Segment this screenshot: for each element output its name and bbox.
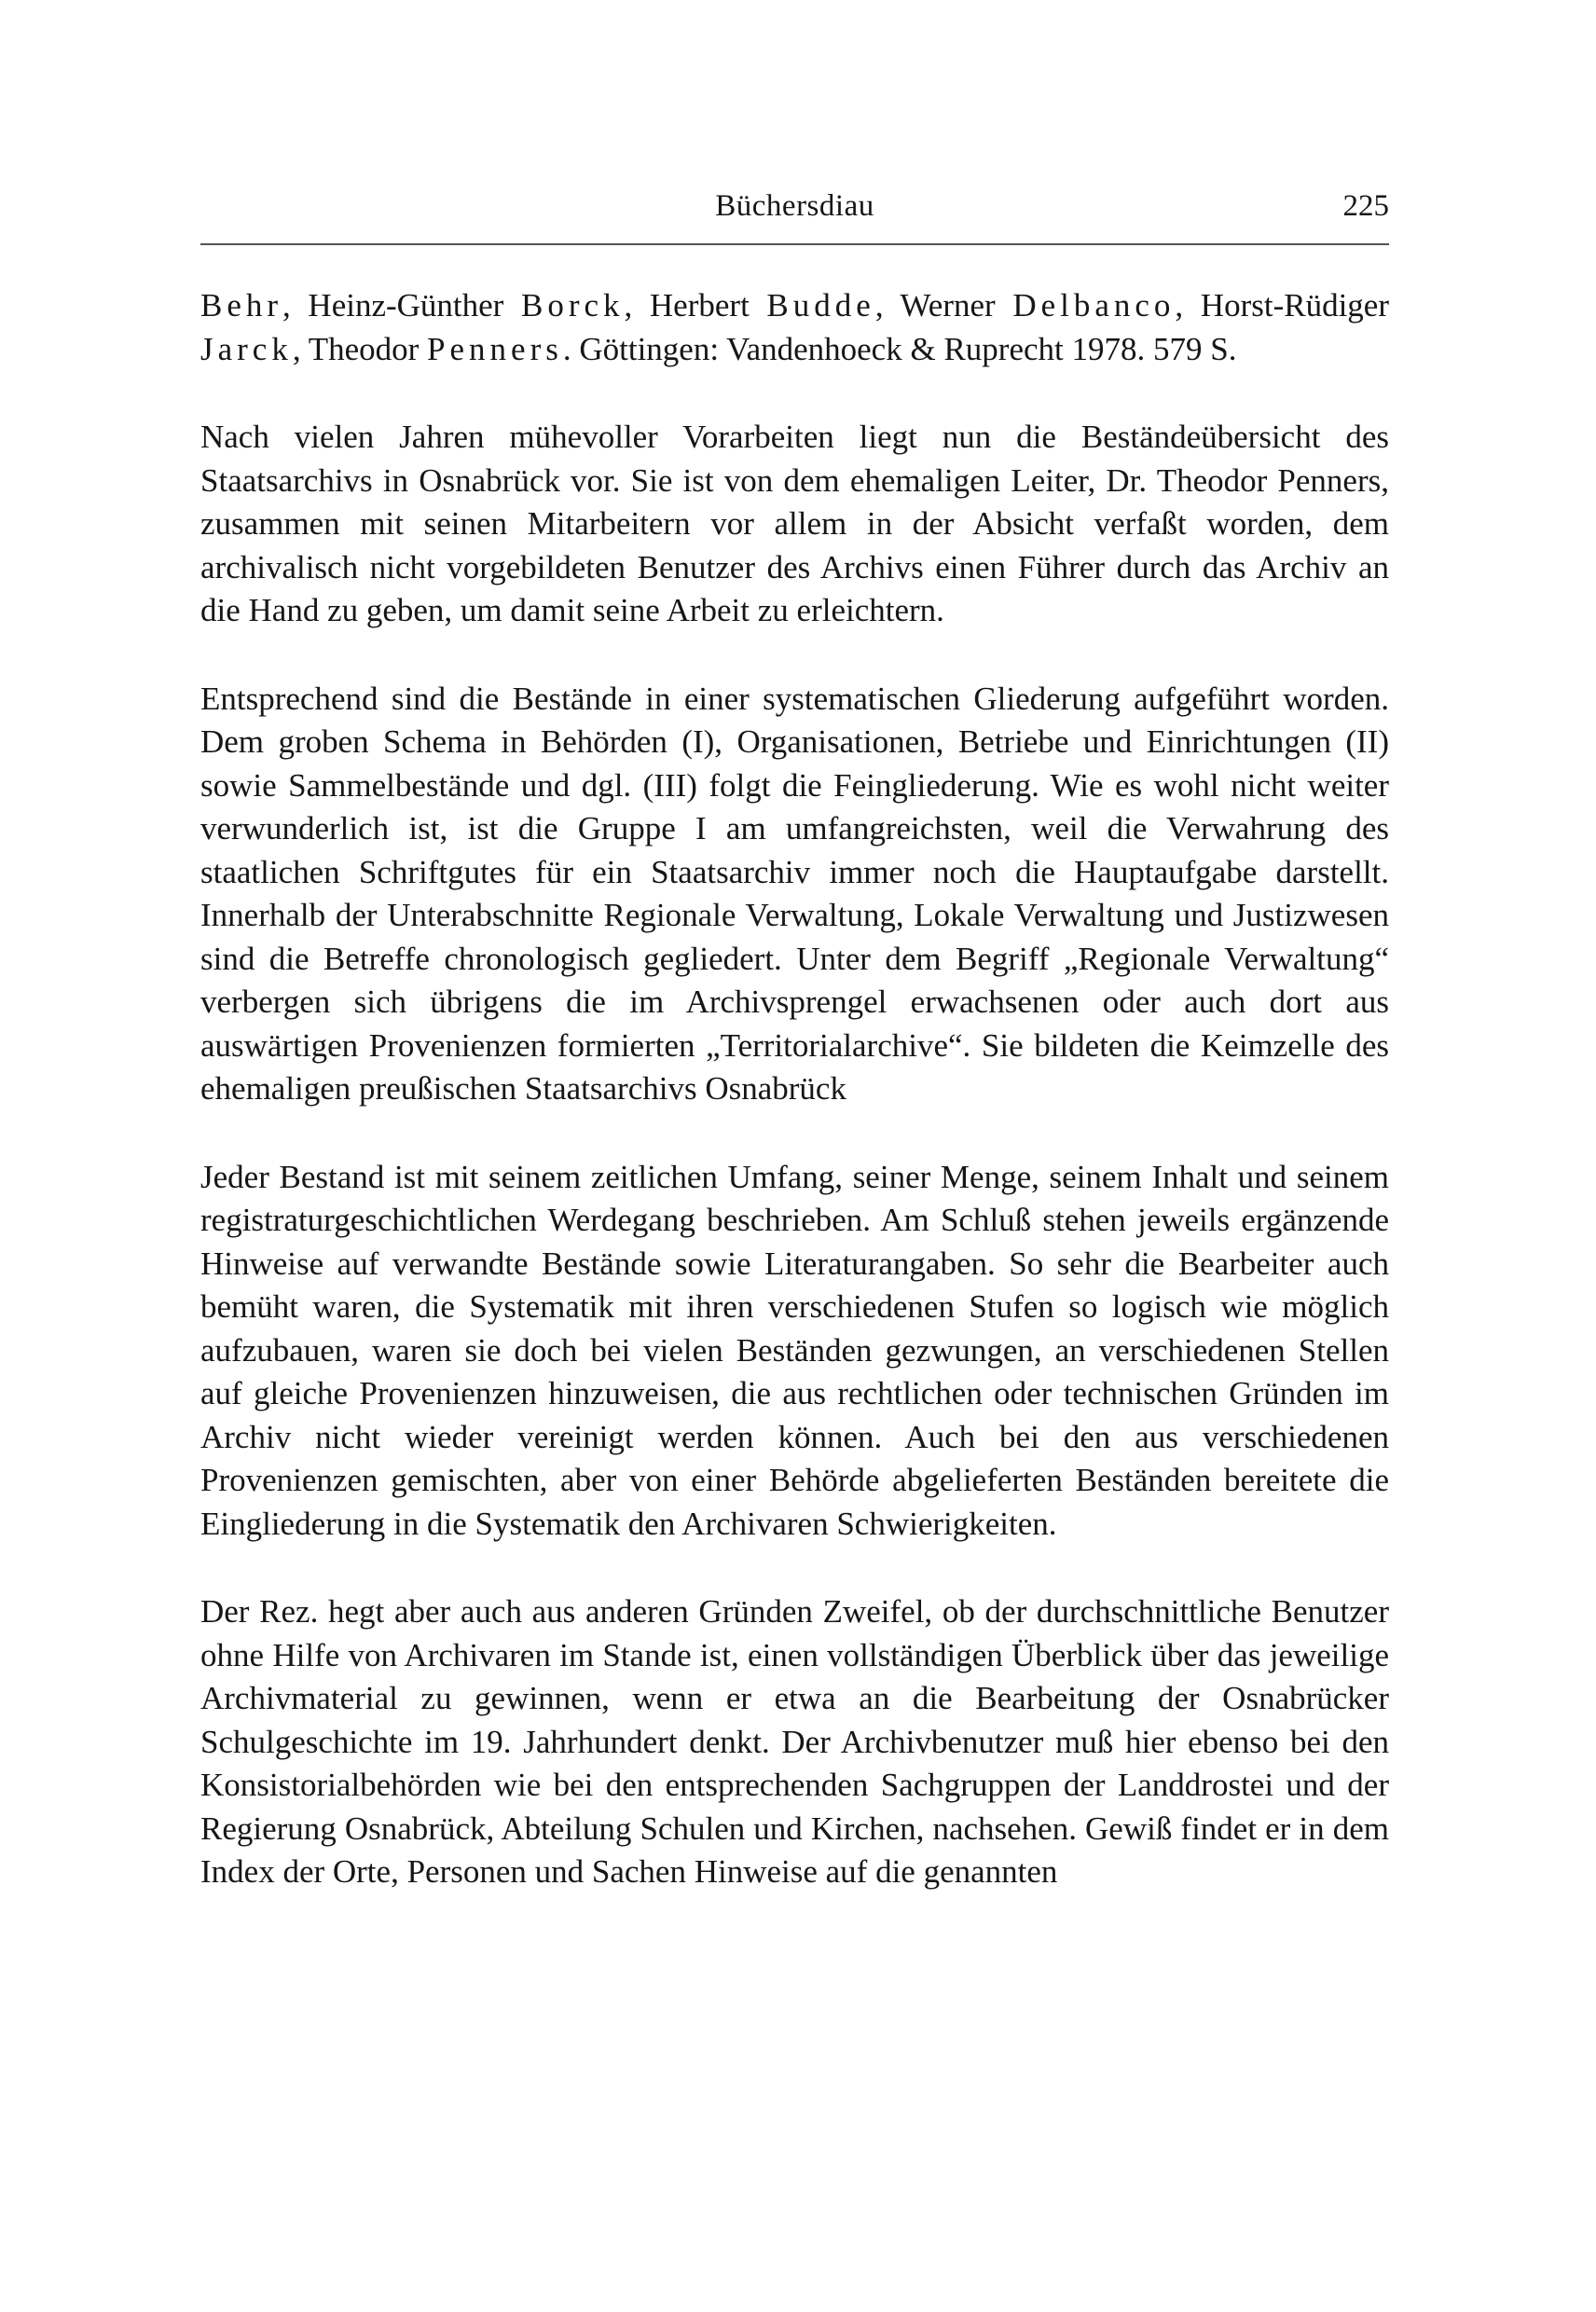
page-number: 225 (1342, 189, 1389, 223)
body-text (200, 284, 1389, 1894)
citation-text: , Herbert (624, 287, 767, 323)
citation-text: . Göttingen: Vandenhoeck & Ruprecht 1978. 579 S. (562, 330, 1237, 367)
author-name: Borck (520, 287, 625, 323)
body-paragraph: Jeder Bestand ist mit seinem zeitlichen Umfang, seiner Menge, seinem Inhalt und seinem registraturgeschichtlichen Werdegang beschrieben. Am Schluß stehen jeweils ergänzende Hinweise auf verwandte Bestände sowie Literaturangaben. So sehr die Bearbeiter auch bemüht waren, die Systematik mit ihren verschiedenen Stufen so logisch wie möglich aufzubauen, waren sie doch bei vielen Beständen gezwungen, an verschiedenen Stellen auf gleiche Provenienzen hinzuweisen, die aus rechtlichen oder technischen Gründen im Archiv nicht wieder vereinigt werden können. Auch bei den aus verschiedenen Provenienzen gemischten, aber von einer Behörde abgelieferten Beständen bereitete die Eingliederung in die Systematik den Archivaren Schwierigkeiten. (200, 1158, 1389, 1542)
running-head-title: Büchersdiau (715, 189, 874, 223)
author-name: Budde (766, 287, 875, 323)
citation-text: , Werner (874, 287, 1013, 323)
body-paragraph: Entsprechend sind die Bestände in einer systematischen Gliederung aufgeführt worden. Dem groben Schema in Behörden (I), Organisationen, Betriebe und Einrichtungen (II) sowie Sammelbestände und dgl. (III) folgt die Feingliederung. Wie es wohl nicht weiter verwunderlich ist, ist die Gruppe I am umfangreichsten, weil die Verwahrung des staatlichen Schriftgutes für ein Staatsarchiv immer noch die Hauptaufgabe darstellt. Innerhalb der Unterabschnitte Regionale Verwaltung, Lokale Verwaltung und Justizwesen sind die Betreffe chronologisch gegliedert. Unter dem Begriff „Regionale Verwaltung“ verbergen sich übrigens die im Archivsprengel erwachsenen oder auch dort aus auswärtigen Provenienzen formierten „Territorialarchive“. Sie bildeten die Keimzelle des ehemaligen preußischen Staatsarchivs Osnabrück (200, 680, 1389, 1107)
header-rule (200, 243, 1389, 245)
citation-text: , Heinz-Günther (282, 287, 521, 323)
body-paragraph: Der Rez. hegt aber auch aus anderen Gründen Zweifel, ob der durchschnittliche Benutzer ohne Hilfe von Archivaren im Stande ist, einen vollständigen Überblick über das jeweilige Archivmaterial zu gewinnen, wenn er etwa an die Bearbeitung der Osnabrücker Schulgeschichte im 19. Jahrhundert denkt. Der Archivbenutzer muß hier ebenso bei den Konsistorialbehörden wie bei den entsprechenden Sachgruppen der Landdrostei und der Regierung Osnabrück, Abteilung Schulen und Kirchen, nachsehen. Gewiß findet er in dem Index der Orte, Personen und Sachen Hinweise auf die genannten (200, 1593, 1389, 1890)
author-name: Behr (200, 287, 283, 323)
body-paragraph: Nach vielen Jahren mühevoller Vorarbeiten liegt nun die Beständeübersicht des Staatsarchivs in Osnabrück vor. Sie ist von dem ehemaligen Leiter, Dr. Theodor Penners, zusammen mit seinen Mitarbeitern vor allem in der Absicht verfaßt worden, dem archivalisch nicht vorgebildeten Benutzer des Archivs einen Führer durch das Archiv an die Hand zu geben, um damit seine Arbeit zu erleichtern. (200, 419, 1389, 628)
citation-text: , Horst-Rüdiger (1175, 287, 1389, 323)
citation-paragraph (200, 284, 1389, 371)
running-head (200, 182, 1389, 230)
author-name: Jarck (200, 330, 293, 367)
author-name: Delbanco (1012, 287, 1176, 323)
citation-text: , Theodor (292, 330, 428, 367)
author-name: Penners (427, 330, 563, 367)
book-page (200, 182, 1389, 1894)
